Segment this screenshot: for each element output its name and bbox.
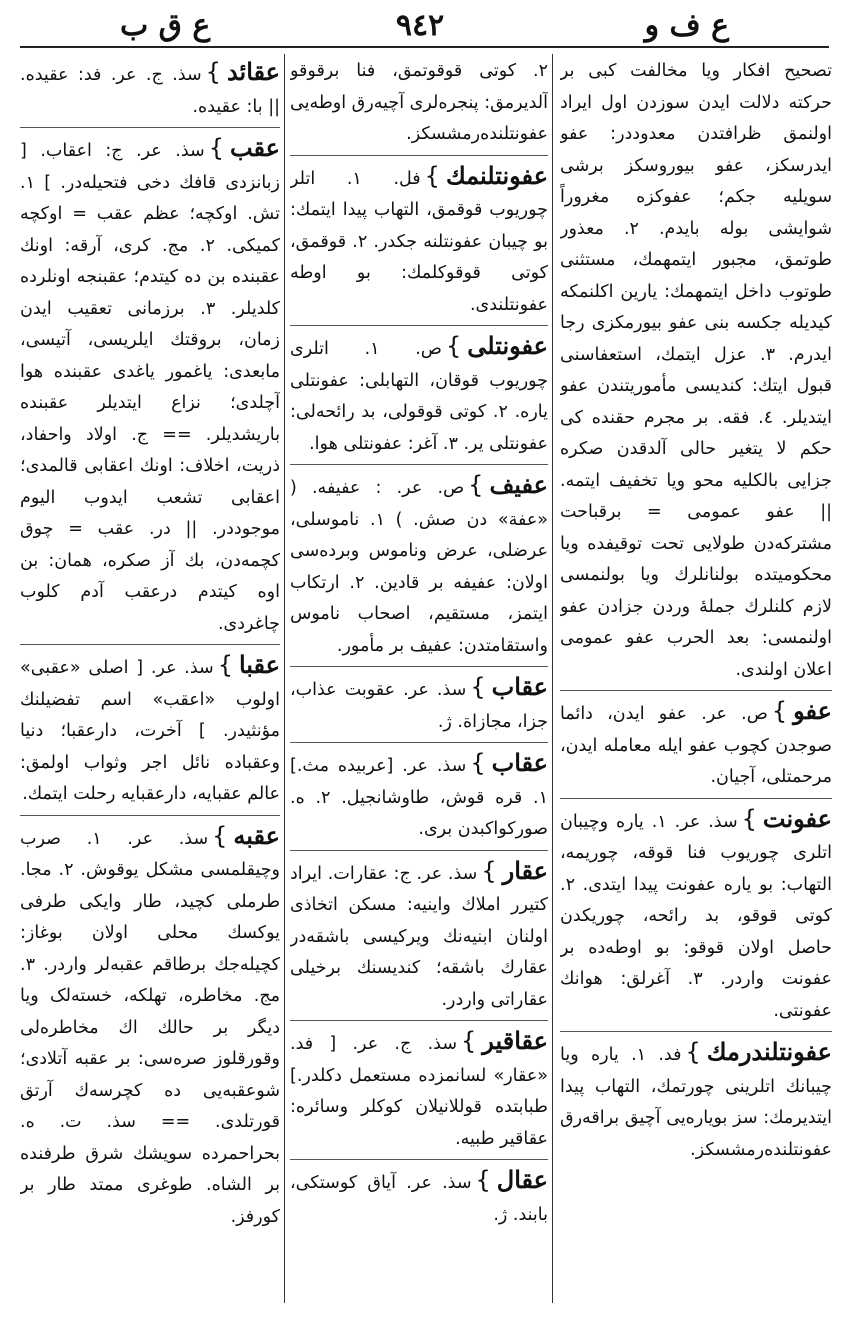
entry-definition: سذ. عر. ج: عقارات. ایراد کتیرر املاك واینیه: مسکن اتخاذی اولنان ابنیه‌نك ویرکیسی باشقه‌در عقارك باشقه؛ کندیسنك برخیلی عقاراتی واردر. [290, 863, 548, 1010]
entry-definition: سذ. عر. ۱. صرب وچیقلمسی مشکل یوقوش. ۲. مجا. طرملی کچید، طار وایکی طرفی یوکسك محلی اولان بوغاز: کچیله‌جك برطاقم عقبه‌لر واردر. ۳. مج. مخاطره، تهلکه، خسته‌لک ویا دیگر بر حالك اك مخاطره‌لی وقورقلوز صره‌سی: بر عقبه آتلادی؛ شوعقبه‌یی ده کچرسه‌ك آرتق قورتلدی. == سذ. ت. ه. بحراحمرده سویشك شرق طرفنده بر الشاه. طوغری ممتد طار بر کورفز. [20, 828, 280, 1227]
brace-glyph: } [460, 1027, 477, 1055]
entry-headword: عفونتلنمك [445, 160, 548, 190]
entry-headword: عقاب [491, 672, 548, 701]
entry-definition: سذ. عر. آیاق کوستکی، بابند. ژ. [290, 1173, 548, 1225]
entry-definition: سذ. عر. [ اصلی «عقبی» اولوب «اعقب» اسم تفضیلنك مؤنثیدر. ] آخرت، دارعقبا؛ دنیا وعقباده نائل اجر وثواب اولمق: عالم عقبایه، دارعقبایه رحلت ایتمك. [20, 658, 280, 804]
brace-glyph: } [445, 332, 462, 360]
entry-definition: ص. ۱. اتلری چوریوب قوقان، التهابلی: عفونتلی یاره. ۲. کوتی قوقولی، بد رائحه‌لی: عفونتلی یر. ۳. آغر: عفونتلی هوا. [290, 339, 548, 454]
entry-separator [20, 644, 280, 645]
entry-definition: فل. ۱. اتلر چوریوب قوقمق، التهاب پیدا ایتمك: بو چیبان عفونتلنه جکدر. ۲. قوقمق، کوتی قوقوکلمك: بو اوطه عفونتلندی. [290, 168, 548, 315]
entry-separator [560, 690, 832, 691]
dictionary-entry [560, 803, 832, 1028]
dictionary-entry [290, 855, 548, 1017]
dictionary-entry [290, 56, 548, 151]
dictionary-entry [20, 649, 280, 811]
entry-headword: عقار [502, 855, 548, 885]
column-divider-right [552, 54, 553, 1303]
entry-separator [20, 127, 280, 128]
entry-separator [560, 1031, 832, 1032]
brace-glyph: } [208, 134, 224, 162]
entry-definition: ص. عر. عفو ایدن، دائما صوجدن کچوب عفو ایله معامله ایدن، مرحمتلی، آجیان. [560, 704, 832, 787]
entry-headword: عقبا [238, 650, 280, 679]
dictionary-entry [290, 671, 548, 738]
page-number: ٩٤٢ [395, 8, 445, 43]
entry-headword: عقال [496, 1165, 548, 1194]
dictionary-entry [290, 160, 548, 322]
entry-definition: تصحیح افکار ویا مخالفت کبی بر حرکته دلالت ایدن سوزدن اول ایراد اولنمق ظرافتدن معدوددر: عفو ایدرسکز، عفو بیوروسکز برشی سویلیه جکم؛ عفوکزه مغروراً شوایشی بوله بایدم. ۲. معذور طوتمق، مجبور ایتمهمك، مستثنی طوتوب داخل ایتمهمك: یارین اکلنمکه کیدیله جکسه بنی عفو بیورمکزی رجا ایدرم. ۳. عزل ایتمك، استعفاسنی قبول ایتك: کندیسی مأموریتندن عفو ایتدیلر. ٤. فقه. بر مجرم حقنده کی حکم لا یتغیر حالی آلدقدن صکره جزایی بالکلیه محو ویا تخفیف ایتمه. || عفو عمومی = برقباحت مشترکه‌دن طولایی تحت توقیفده ویا محکومیتده بولنانلرك ویا بولنمسی لازم کلنلرك جمله‌ٔ وردن جزادن عفو اولنمسی: بعد الحرب عفو عمومی اعلان اولندی. [560, 61, 832, 680]
entry-definition: سذ. عر. [عربیده مث.] ۱. قره قوش، طاوشانجیل. ۲. ه. صورکواکبدن بری. [290, 756, 548, 839]
entry-headword: عفیف [489, 470, 548, 499]
brace-glyph: } [468, 471, 484, 499]
entry-headword: عفو [793, 696, 832, 725]
dictionary-entry [290, 330, 548, 460]
column-right [560, 56, 832, 1303]
entry-headword: عفونت [762, 803, 832, 833]
brace-glyph: } [470, 749, 486, 777]
entry-definition: سذ. ج. عر. فد: عقیده. || با: عقیده. [20, 65, 280, 117]
entry-definition: سذ. عر. ۱. یاره وچیبان اتلری چوریوب فنا قوقه، چوریمه، التهاب: بو یاره عفونت پیدا ایتدی. ۲. کوتی قوقو، بد رائحه، چوریکدن حاصل اولان قوقو: بو اوطه‌ده بر عفونت واردر. ۳. آغرلق: هوانك عفونتی. [560, 811, 832, 1021]
column-left [20, 56, 280, 1303]
brace-glyph: } [470, 673, 486, 701]
entry-separator [290, 742, 548, 743]
dictionary-entry [560, 695, 832, 794]
dictionary-entry [20, 132, 280, 640]
entry-separator [560, 798, 832, 799]
dictionary-entry [290, 747, 548, 846]
dictionary-entry [560, 1036, 832, 1166]
entry-definition: ۲. کوتی قوقوتمق، فنا برقوقو آلدیرمق: پنجره‌لری آچیه‌رق اوطه‌یی عفونتلنده‌رمشسکز. [290, 61, 548, 144]
column-divider-left [284, 54, 285, 1303]
entry-separator [290, 464, 548, 465]
entry-definition: سذ. عر. عقوبت عذاب، جزا، مجازاة. ژ. [290, 680, 548, 732]
entry-headword: عفونتلی [467, 331, 548, 360]
entry-separator [290, 666, 548, 667]
entry-definition: سذ. عر. ج: اعقاب. [ زبانزدی قافك دخی فتحیله‌در. ] ۱. تش. اوکچه؛ عظم عقب = اوکچه کمیکی. ۲. مج. کری، آرقه: اونك عقبنده بن ده کیتدم؛ عقبنجه اونلرده کلدیلر. ۳. برزمانی تعقیب ایدن زمان، بروقتك ایلریسی، آتیسی، مابعدی: یاغمور یاغدی عقبنده هوا آچلدی؛ نزاع ایتدیلر عقبنده باریشدیلر. == ج. اولاد واحفاد، ذریت، اخلاف: اونك اعقابی قالمدی؛ اعقابی تشعب ایدوب الیوم موجوددر. || در. عقب = چوق کچمه‌دن، بك آز صکره، همان: بن اوه کیتدم درعقب آدم کلوب چاغردی. [20, 141, 280, 634]
entry-headword: عقب [229, 133, 280, 162]
entry-headword: عقاب [491, 748, 548, 777]
entry-headword: عقائد [226, 57, 280, 86]
entry-separator [290, 1159, 548, 1160]
header-rule [20, 46, 829, 48]
brace-glyph: } [771, 697, 788, 725]
brace-glyph: } [424, 161, 440, 190]
brace-glyph: } [217, 651, 233, 679]
brace-glyph: } [741, 804, 757, 833]
entry-separator [290, 850, 548, 851]
entry-definition: ص. عر. : عفیفه. ( «عفة» دن صش. ) ۱. ناموسلی، عرضلی، عرض وناموس وبرده‌سی اولان: عفیفه بر قادین. ۲. ارتکاب ایتمز، مستقیم، اصحاب ناموس واستقامتدن: عفیف بر مأمور. [290, 478, 548, 656]
entry-definition: سذ. ج. عر. [ فد. «عقار» لسانمزده مستعمل دکلدر.] طبابتده قوللانیلان کوکلر وسائره: عقاقیر طبیه. [290, 1034, 548, 1149]
brace-glyph: } [481, 856, 497, 885]
entry-headword: عفونتلندرمك [706, 1037, 832, 1066]
brace-glyph: } [685, 1038, 701, 1066]
entry-separator [20, 815, 280, 816]
brace-glyph: } [212, 821, 228, 850]
brace-glyph: } [475, 1166, 491, 1194]
dictionary-entry [560, 56, 832, 686]
brace-glyph: } [205, 58, 221, 86]
entry-separator [290, 325, 548, 326]
dictionary-entry [20, 56, 280, 123]
column-middle [290, 56, 548, 1303]
entry-definition: فد. ۱. یاره ویا چیبانك اتلرینی چورتمك، التهاب پیدا ایتدیرمك: سز بویاره‌یی آچیق براقه‌رق عفونتلنده‌رمشسکز. [560, 1045, 832, 1160]
entry-headword: عقبه [233, 820, 280, 850]
dictionary-entry [290, 1164, 548, 1231]
header-left-letters: ع ق ب [120, 8, 211, 43]
dictionary-entry [20, 820, 280, 1234]
header-right-letters: ع ف و [644, 8, 729, 43]
dictionary-entry [290, 1025, 548, 1155]
entry-separator [290, 155, 548, 156]
dictionary-entry [290, 469, 548, 662]
entry-headword: عقاقیر [482, 1026, 548, 1055]
entry-separator [290, 1020, 548, 1021]
